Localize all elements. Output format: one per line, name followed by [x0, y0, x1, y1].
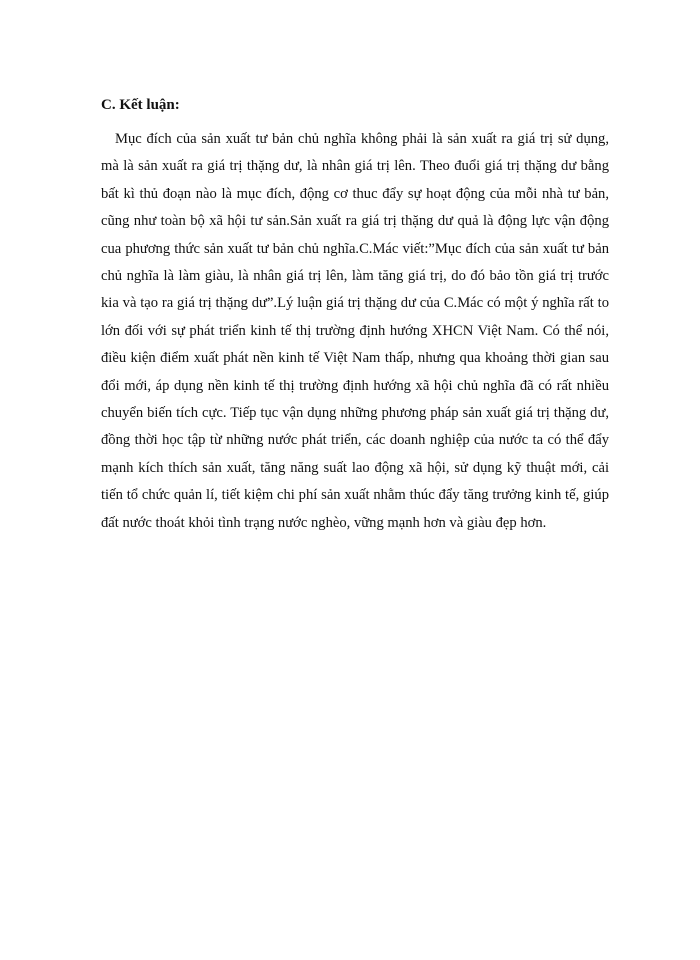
section-heading: C. Kết luận:: [101, 97, 180, 113]
document-body: [101, 92, 609, 537]
conclusion-paragraph: Mục đích của sản xuất tư bản chủ nghĩa không phải là sản xuất ra giá trị sử dụng, mà là sản xuất ra giá trị thặng dư, là nhân giá trị lên. Theo đuổi giá trị thặng dư bằng bất kì thủ đoạn nào là mục đích, động cơ thuc đẩy sự hoạt động của mỗi nhà tư bản, cũng như toàn bộ xã hội tư sản.Sản xuất ra giá trị thặng dư quả là động lực vận động cua phương thức sản xuất tư bản chủ nghĩa.C.Mác viết:”Mục đích của sản xuất tư bản chủ nghĩa là làm giàu, là nhân giá trị lên, làm tăng giá trị, do đó bảo tồn giá trị trước kia và tạo ra giá trị thặng dư”.Lý luận giá trị thặng dư của C.Mác có một ý nghĩa rất to lớn đối với sự phát triển kinh tế thị trường định hướng XHCN Việt Nam. Có thể nói, điều kiện điểm xuất phát nền kinh tế Việt Nam thấp, nhưng qua khoảng thời gian sau đổi mới, áp dụng nền kinh tế thị trường định hướng xã hội chủ nghĩa đã có rất nhiều chuyển biến tích cực. Tiếp tục vận dụng những phương pháp sản xuất giá trị thặng dư, đồng thời học tập từ những nước phát triển, các doanh nghiệp của nước ta có thể đẩy mạnh kích thích sản xuất, tăng năng suất lao động xã hội, sử dụng kỹ thuật mới, cải tiến tổ chức quản lí, tiết kiệm chi phí sản xuất nhằm thúc đẩy tăng trưởng kinh tế, giúp đất nước thoát khỏi tình trạng nước nghèo, vững mạnh hơn và giàu đẹp hơn.: [101, 131, 609, 531]
